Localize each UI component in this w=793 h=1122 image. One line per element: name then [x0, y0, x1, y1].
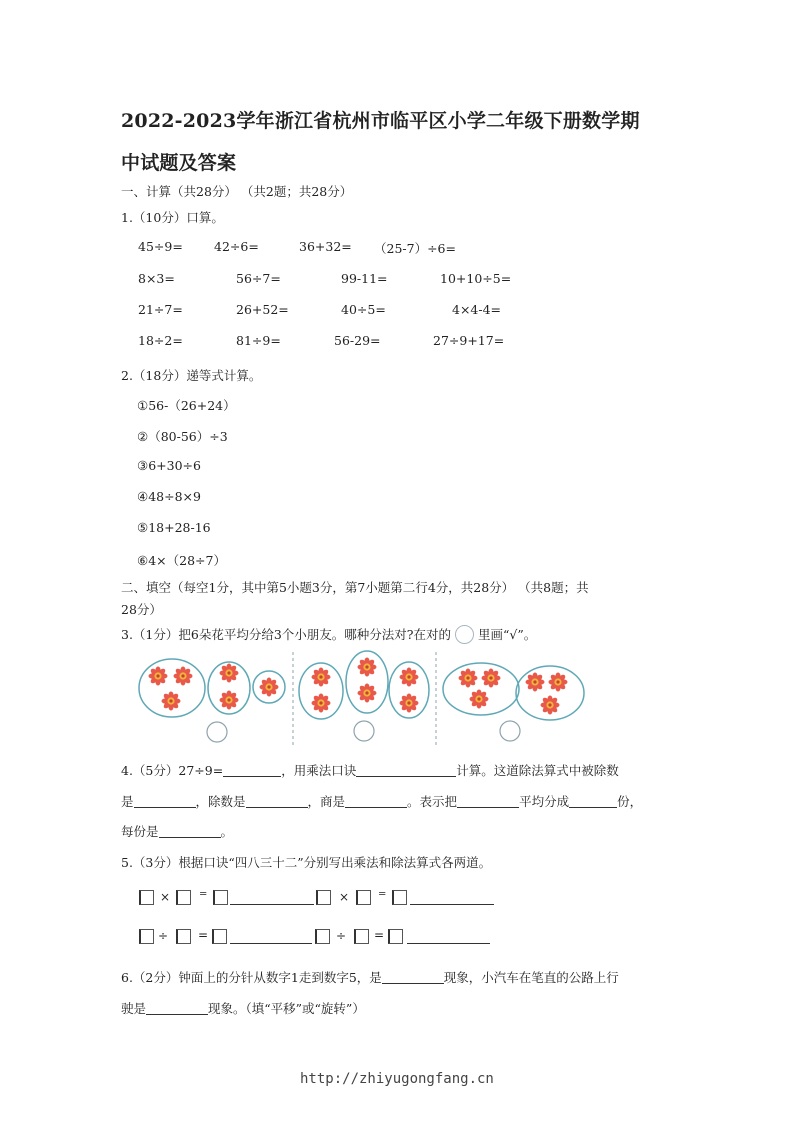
answer-box[interactable]: [316, 890, 331, 905]
answer-box[interactable]: [388, 929, 403, 944]
answer-box[interactable]: [315, 929, 330, 944]
q3-text: [121, 625, 536, 644]
flower-icon: [400, 694, 419, 713]
option-b-group: [299, 651, 429, 741]
answer-blank[interactable]: [246, 793, 308, 808]
q4-text: ，用乘法口诀: [281, 763, 357, 778]
flower-icon: [459, 669, 478, 688]
q1-cell: 45÷9=: [138, 239, 183, 254]
q2-item: ⑤18+28-16: [137, 520, 211, 535]
q4-text: ，商是: [307, 794, 346, 809]
q2-item: ④48÷8×9: [137, 489, 201, 504]
q1-cell: 8×3=: [138, 271, 175, 286]
q4-text: ，除数是: [195, 794, 246, 809]
q6-line2: [121, 999, 365, 1017]
q4-text: 是: [121, 794, 134, 809]
flower-icon: [549, 673, 568, 692]
equals-sign: =: [198, 928, 209, 942]
footer-url[interactable]: http://zhiyugongfang.cn: [300, 1071, 494, 1087]
q1-cell: （25-7）÷6=: [374, 241, 456, 256]
answer-blank[interactable]: [134, 793, 196, 808]
answer-line[interactable]: [230, 943, 312, 944]
q1-cell: 40÷5=: [341, 302, 386, 317]
q6-text: 6.（2分）钟面上的分针从数字1走到数字5，是: [121, 970, 382, 985]
answer-box[interactable]: [176, 890, 191, 905]
flower-icon: [470, 690, 489, 709]
q4-text: 份，: [617, 794, 643, 809]
section1-heading: 一、计算（共28分） （共2题；共28分）: [121, 184, 353, 199]
q4-text: 每份是: [121, 824, 159, 839]
section2-heading-line1: 二、填空（每空1分，其中第5小题3分，第7小题第二行4分，共28分） （共8题；共: [121, 580, 589, 595]
answer-blank[interactable]: [146, 1000, 208, 1015]
q1-cell: 27÷9+17=: [433, 333, 505, 348]
times-sign: ×: [160, 890, 171, 904]
flower-icon: [482, 669, 501, 688]
answer-blank[interactable]: [345, 793, 407, 808]
q4-text: 4.（5分）27÷9=: [121, 763, 224, 778]
answer-circle-icon[interactable]: [207, 722, 227, 742]
flower-division-figure: [130, 648, 590, 748]
q2-item: ①56-（26+24）: [137, 398, 236, 413]
answer-box[interactable]: [212, 929, 227, 944]
flower-icon: [174, 667, 193, 686]
q1-cell: 36+32=: [299, 239, 352, 254]
answer-circle-icon[interactable]: [354, 721, 374, 741]
q1-cell: 99-11=: [341, 271, 388, 286]
answer-box[interactable]: [139, 929, 154, 944]
friend-oval: [443, 663, 519, 715]
answer-blank[interactable]: [223, 762, 281, 777]
section2-heading-line2: 28分）: [121, 602, 162, 617]
answer-box[interactable]: [176, 929, 191, 944]
q1-label: 1.（10分）口算。: [121, 210, 224, 225]
answer-box[interactable]: [354, 929, 369, 944]
answer-box[interactable]: [392, 890, 407, 905]
q3-text-before: 3.（1分）把6朵花平均分给3个小朋友。哪种分法对?在对的: [121, 627, 451, 642]
answer-line[interactable]: [410, 904, 494, 905]
flower-icon: [400, 668, 419, 687]
q6-text: 现象，小汽车在笔直的公路上行: [443, 970, 619, 985]
q1-cell: 26+52=: [236, 302, 289, 317]
flower-icon: [358, 684, 377, 703]
q4-text: 。: [220, 824, 234, 839]
q4-line2: [121, 792, 642, 810]
q2-label: 2.（18分）递等式计算。: [121, 368, 262, 383]
flower-icon: [220, 664, 239, 683]
q4-text: 平均分成: [519, 794, 570, 809]
flower-icon: [526, 673, 545, 692]
q6-text: 现象。（填“平移”或“旋转”）: [208, 1001, 365, 1016]
q2-item: ②（80-56）÷3: [137, 429, 228, 444]
flower-icon: [220, 691, 239, 710]
flower-icon: [312, 694, 331, 713]
q1-cell: 42÷6=: [214, 239, 259, 254]
answer-box[interactable]: [139, 890, 154, 905]
q4-line3: [121, 822, 233, 840]
q6-line1: [121, 968, 619, 986]
answer-blank[interactable]: [569, 793, 617, 808]
q4-text: 计算。这道除法算式中被除数: [456, 763, 619, 778]
q1-cell: 4×4-4=: [452, 302, 502, 317]
flower-icon: [541, 696, 560, 715]
q1-cell: 21÷7=: [138, 302, 183, 317]
option-c-group: [443, 663, 584, 741]
divide-sign: ÷: [158, 929, 169, 943]
q5-label: 5.（3分）根据口诀“四八三十二”分别写出乘法和除法算式各两道。: [121, 855, 492, 870]
q1-cell: 56÷7=: [236, 271, 281, 286]
answer-blank[interactable]: [382, 969, 444, 984]
answer-box[interactable]: [213, 890, 228, 905]
answer-blank[interactable]: [159, 823, 221, 838]
page-title-line1: 2022-2023学年浙江省杭州市临平区小学二年级下册数学期: [121, 110, 640, 132]
times-sign: ×: [339, 890, 350, 904]
equals-sign: =: [199, 889, 208, 900]
option-a-group: [139, 659, 285, 742]
answer-blank[interactable]: [457, 793, 519, 808]
page-title-line2: 中试题及答案: [121, 152, 237, 174]
answer-box[interactable]: [356, 890, 371, 905]
q3-text-after: 里画“√”。: [477, 627, 537, 642]
flower-icon: [149, 667, 168, 686]
q1-cell: 56-29=: [334, 333, 381, 348]
flower-icon: [162, 692, 181, 711]
equals-sign: =: [378, 889, 387, 900]
answer-circle-icon: [455, 625, 474, 644]
q1-cell: 18÷2=: [138, 333, 183, 348]
answer-circle-icon[interactable]: [500, 721, 520, 741]
q2-item: ⑥4×（28÷7）: [137, 553, 226, 568]
q1-cell: 81÷9=: [236, 333, 281, 348]
q4-line1: [121, 761, 619, 779]
answer-line[interactable]: [230, 904, 314, 905]
equals-sign: =: [374, 928, 385, 942]
q4-text: 。表示把: [407, 794, 458, 809]
q1-cell: 10+10÷5=: [440, 271, 512, 286]
flower-icon: [260, 678, 279, 697]
flower-icon: [312, 668, 331, 687]
q6-text: 驶是: [121, 1001, 147, 1016]
flower-icon: [358, 658, 377, 677]
answer-line[interactable]: [407, 943, 490, 944]
divide-sign: ÷: [336, 929, 347, 943]
q2-item: ③6+30÷6: [137, 458, 201, 473]
answer-blank[interactable]: [356, 762, 456, 777]
